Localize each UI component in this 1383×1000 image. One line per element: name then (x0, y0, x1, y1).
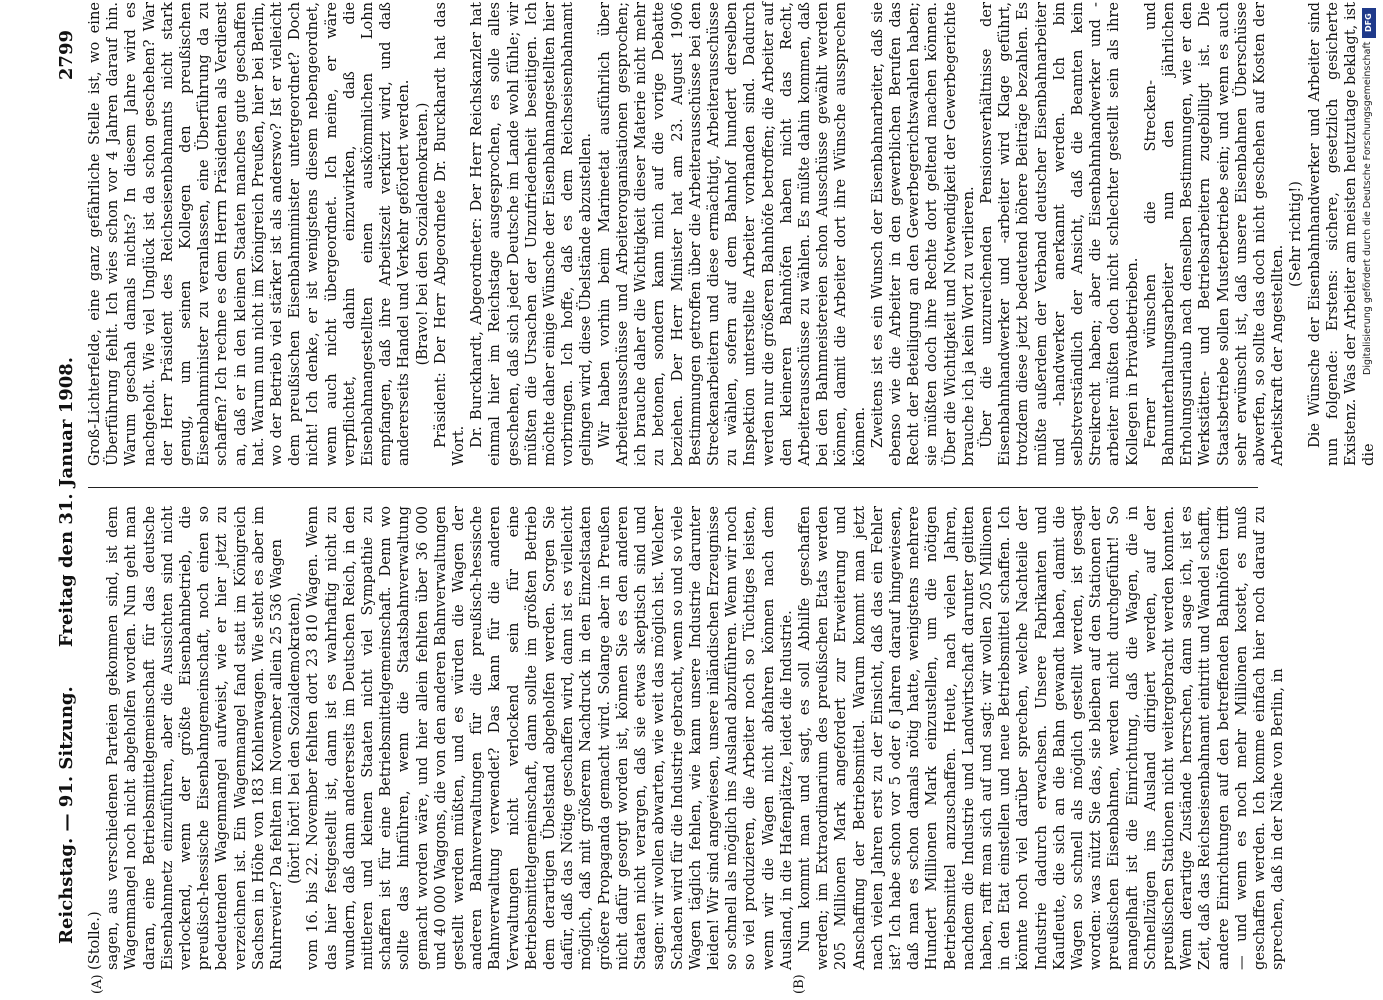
dfg-logo: DFG (1362, 8, 1376, 38)
margin-mark-a: (A) (90, 974, 105, 994)
paragraph: sagen, aus verschiedenen Parteien gekommen sind, ist dem Wagenmangel noch nicht abgeholfen worden. Nun geht man daran, eine Betriebsmittelgemeinschaft für das deutsche Eisenbahnnetz einzuführen, aber die Aussichten sind nicht verlockend, wenn der größte Eisenbahnbetrieb, die preußisch-hessische Eisenbahngemeinschaft, noch einen so bedeutenden Wagenmangel aufweist, wie er hier jetzt zu verzeichnen ist. Ein Wagenmangel fand statt im Königreich Sachsen in Höhe von 183 Kohlenwagen. Wie steht es aber im Ruhrrevier? Da fehlten im November allein 25 536 Wagen (104, 506, 286, 970)
header-title: Reichstag. — 91. Sitzung. (56, 686, 77, 944)
paragraph: Über die unzureichenden Pensionsverhältnisse der Eisenbahnhandwerker und -arbeiter wird Klage geführt, trotzdem diese jetzt bedeutend höhere Beiträge bezahlen. Es müßte außerdem der Verband deutscher Eisenbahnarbeiter und -handwerker anerkannt werden. Ich bin selbstverständlich der Ansicht, daß die Beamten kein Streikrecht haben; aber die Eisenbahnhandwerker und -arbeiter müßten doch nicht schlechter gestellt sein als ihre Kollegen in Privatbetrieben. (977, 2, 1141, 466)
paragraph: Nun kommt man und sagt, es soll Abhilfe geschaffen werden; im Extraordinarium des preußischen Etats werden 205 Millionen Mark angefordert zur Erweiterung und Anschaffung der Betriebsmittel. Warum kommt man jetzt nach vielen Jahren erst zu der Einsicht, daß das ein Fehler ist? Ich habe schon vor 5 oder 6 Jahren darauf hingewiesen, daß man es schon damals nötig hatte, wenigstens mehrere Hundert Millionen Mark einzustellen, um die nötigen Betriebsmittel anzuschaffen. Heute, nach vielen Jahren, nachdem die Industrie und Landwirtschaft darunter gelitten haben, rafft man sich auf und sagt: wir wollen 205 Millionen in den Etat einstellen und neue Betriebsmittel schaffen. Ich könnte noch viel darüber sprechen, welche Nachteile der Industrie dadurch erwachsen. Unsere Fabrikanten und Kaufleute, die sich an die Bahn gewandt haben, damit die Wagen so schnell als möglich gestellt werden, ist gesagt worden: was nützt Sie das, sie bleiben auf den Stationen der preußischen Eisenbahnen, werden nicht durchgeführt! So mangelhaft ist die Einrichtung, daß die Wagen, die in Schnellzügen ins Ausland dirigiert werden, auf der preußischen Stationen nicht weitergebracht werden konnten. Wenn derartige Zustände herrschen, dann sage ich, ist es Zeit, daß das Reichseisenbahnamt eintritt und Wandel schafft, andere Einrichtungen auf den betreffenden Bahnhöfen trifft — und wenn es noch mehr Millionen kostet, es muß geschaffen werden. Ich komme einfach hier noch darauf zu sprechen, daß in der Nähe von Berlin, in (795, 506, 1287, 970)
dfg-notice: Digitalisierung gefördert durch die Deutsche Forschungsgemeinschaft (1362, 42, 1373, 376)
paragraph: Zweitens ist es ein Wunsch der Eisenbahnarbeiter, daß sie ebenso wie die Arbeiter in den gewerblichen Berufen das Recht der Beteiligung an den Gewerbegerichtswahlen haben; sie müßten doch ihre Rechte dort geltend machen können. Über die Wichtigkeit und Notwendigkeit der Gewerbegerichte brauche ich ja kein Wort zu verlieren. (868, 2, 977, 466)
column-divider (88, 487, 1258, 488)
paragraph: Ferner wünschen die Strecken- und Bahnunterhaltungsarbeiter nun den jährlichen Erholungsurlaub nach denselben Bestimmungen, wie er den Werkstätten- und Betriebsarbeitern zugebilligt ist. Die Staatsbetriebe sollen Musterbetriebe sein; und wenn es auch sehr erwünscht ist, daß unsere Eisenbahnen Überschüsse abwerfen, so sollte das doch nicht geschehen auf Kosten der Arbeitskraft der Angestellten. (1141, 2, 1287, 466)
header-date: Freitag den 31. Januar 1908. (56, 356, 77, 648)
interjection: (Sehr richtig!) (1287, 181, 1305, 287)
page-number: 2799 (56, 30, 77, 81)
right-column (86, 2, 1378, 466)
speaker-note: (Stolle.) (86, 911, 103, 970)
margin-mark-b: (B) (792, 974, 807, 994)
president-statement: Präsident: Der Herr Abgeordnete Dr. Burckhardt hat das Wort. (431, 2, 468, 466)
paragraph: Wir haben vorhin beim Marineetat ausführlich über Arbeiterausschüsse und Arbeiterorganisationen gesprochen; ich brauche daher die Wichtigkeit dieser Materie nicht mehr zu betonen, sondern kann mich auf die vorige Debatte beziehen. Der Herr Minister hat am 23. August 1906 Bestimmungen getroffen über die Arbeiterausschüsse bei den Streckenarbeitern und diese ermächtigt, Arbeiterausschüsse zu wählen, sofern auf dem Bahnhof hundert derselben Inspektion unterstellte Arbeiter vorhanden sind. Dadurch werden nur die größeren Bahnhöfe betroffen; die Arbeiter auf den kleineren Bahnhöfen haben nicht das Recht, Arbeiterausschüsse zu wählen. Es müßte dahin kommen, daß bei den Bahnmeistereien schon Ausschüsse gewählt werden können, damit die Arbeiter dort ihre Wünsche aussprechen können. (595, 2, 868, 466)
interjection: (hört! hört! bei den Sozialdemokraten), (286, 592, 304, 884)
paragraph: Die Wünsche der Eisenbahnhandwerker und Arbeiter sind nun folgende: Erstens: sichere, gesetzlich gesicherte Existenz. Was der Arbeiter am meisten heutzutage beklagt, ist die (1305, 2, 1378, 466)
paragraph: Groß-Lichterfelde, eine ganz gefährliche Stelle ist, wo eine Überführung fehlt. Ich wies schon vor 4 Jahren darauf hin. Warum geschah damals nichts? In diesem Jahre wird es nachgeholt. Wie viel Unglück ist da schon geschehen? War der Herr Präsident des Reichseisenbahnamts nicht stark genug, um seinen Kollegen den preußischen Eisenbahnminister zu veranlassen, eine Überführung da zu schaffen? Ich rechne es dem Herrn Präsidenten als Verdienst an, daß er in den kleinen Staaten manches gute geschaffen hat. Warum nun nicht im Königreich Preußen, hier bei Berlin, wo der Betrieb viel stärker ist als anderswo? Ist er vielleicht dem preußischen Eisenbahnminister untergeordnet? Doch nicht! Ich denke, er ist wenigstens diesem nebengeordnet, wenn auch nicht übergeordnet. Ich meine, er wäre verpflichtet, dahin einzuwirken, daß die Eisenbahnangestellten einen auskömmlichen Lohn empfangen, daß ihre Arbeitszeit verkürzt wird, und daß andererseits Handel und Verkehr gefördert werden. (86, 2, 413, 466)
interjection: (Bravo! bei den Sozialdemokraten.) (413, 102, 431, 366)
paragraph: vom 16. bis 22. November fehlten dort 23 810 Wagen. Wenn das hier festgestellt ist, dann ist es wahrhaftig nicht zu wundern, daß dann andererseits im Deutschen Reich, in den mittleren und kleinen Staaten nicht viel Sympathie zu schaffen ist für eine Betriebsmittelgemeinschaft. Denn wo sollte das hinführen, wenn die Staatsbahnverwaltung gemacht worden wäre, und hier allein fehlten über 36 000 und 40 000 Waggons, die von den anderen Bahnverwaltungen gestellt werden müßten, und es würden die Wagen der anderen Bahnverwaltungen für die preußisch-hessische Bahnverwaltung verwendet? Das kann für die anderen Verwaltungen nicht verlockend sein für eine Betriebsmittelgemeinschaft, dann sollte im größten Betrieb dem derartigen Übelstand abgeholfen werden. Sorgen Sie dafür, daß das Nötige geschaffen wird, dann ist es vielleicht möglich, daß mit größerem Nachdruck in den Einzelstaaten größere Propaganda gemacht wird. Solange aber in Preußen nicht dafür gesorgt worden ist, können Sie es den anderen Staaten nicht verargen, daß sie etwas skeptisch sind und sagen: wir wollen abwarten, wie weit das möglich ist. Welcher Schaden wird für die Industrie gebracht, wenn so und so viele Wagen täglich fehlen, wie kann unsere Industrie darunter leiden! Wir sind angewiesen, unsere inländischen Erzeugnisse so schnell als möglich ins Ausland abzuführen. Wenn wir noch so viel produzieren, die Arbeiter noch so Tüchtiges leisten, wenn wir die Wagen nicht abfahren können nach dem Ausland, in die Hafenplätze, leidet die Industrie. (304, 506, 795, 970)
paragraph: Dr. Burckhardt, Abgeordneter: Der Herr Reichskanzler hat einmal hier im Reichstage ausgesprochen, es solle alles geschehen, daß sich jeder Deutsche im Lande wohl fühle; wir müßten die Ursachen der Unzufriedenheit beseitigen. Ich möchte daher einige Wünsche der Eisenbahnangestellten hier vorbringen. Ich hoffe, daß es dem Reichseisenbahnamt gelingen wird, diese Übelstände abzustellen. (468, 2, 595, 466)
page-header (56, 24, 82, 980)
left-column (86, 506, 1287, 970)
